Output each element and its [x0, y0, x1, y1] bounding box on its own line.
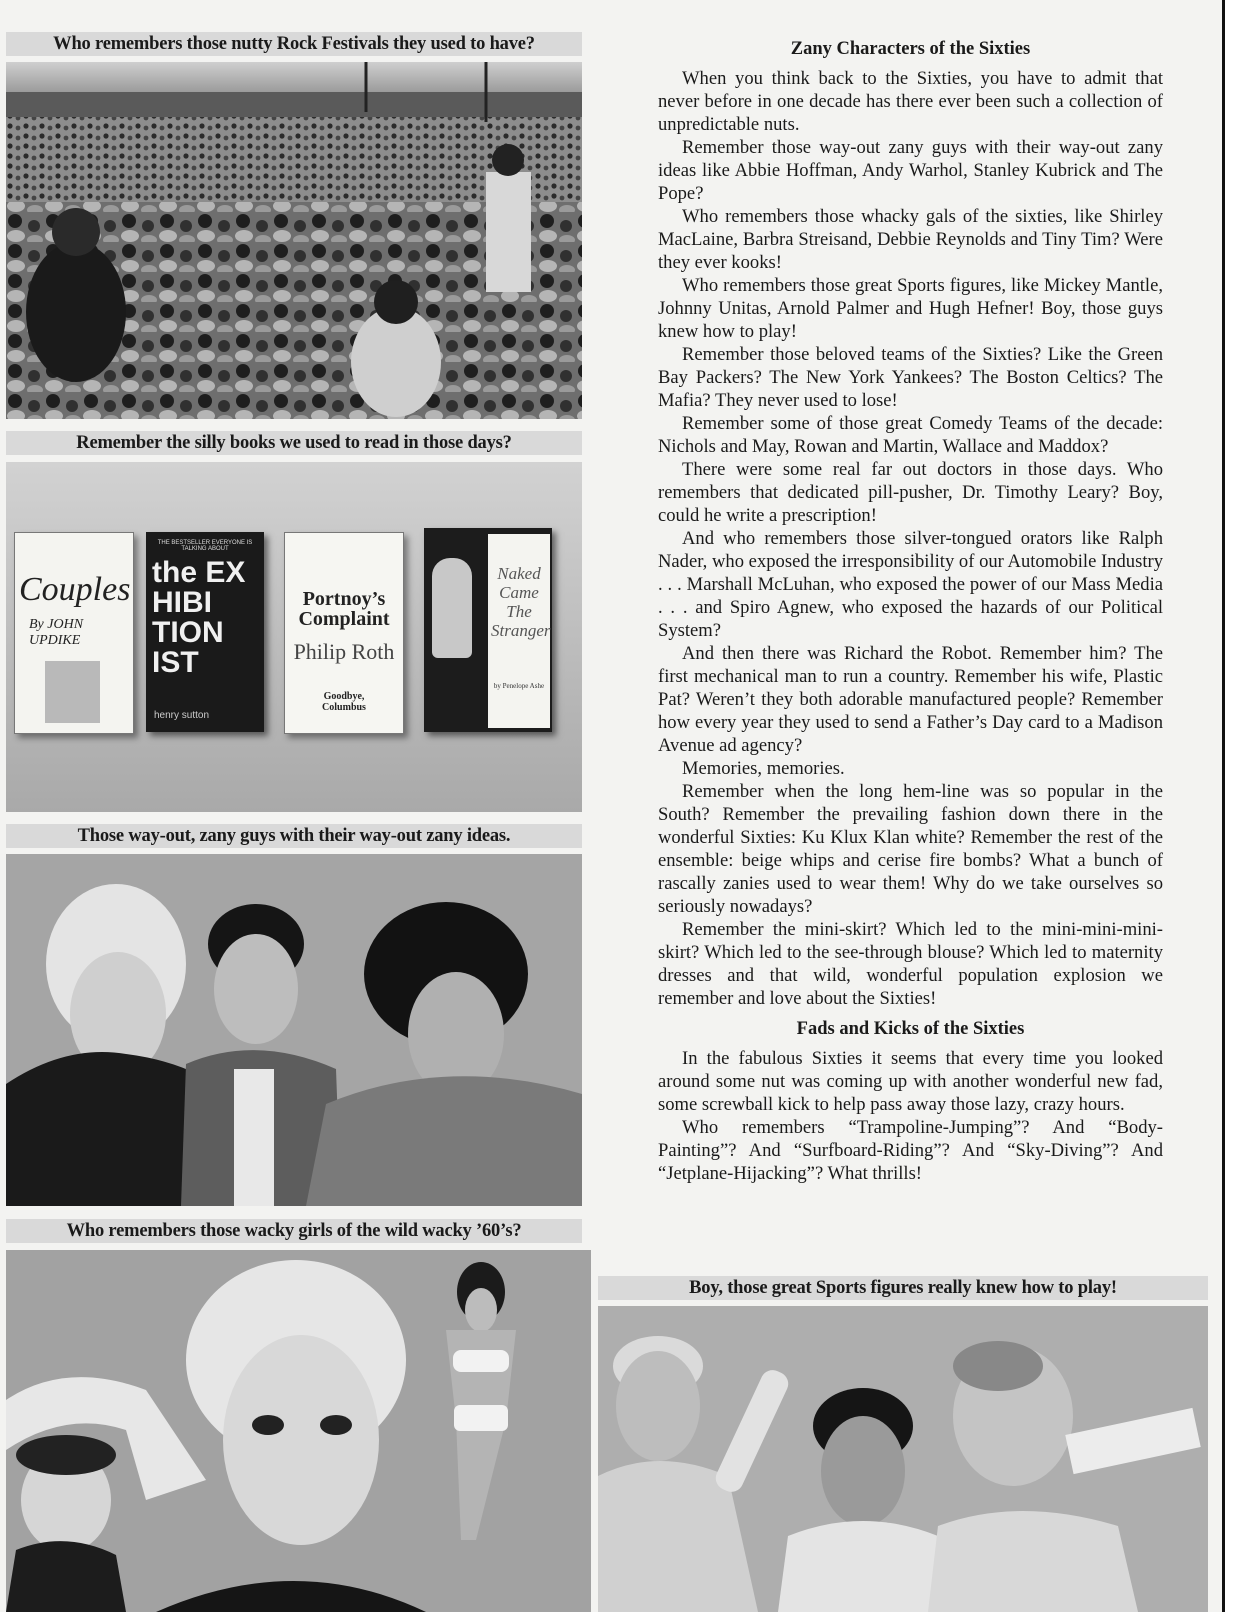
article-paragraph: Remember those way-out zany guys with their way-out zany ideas like Abbie Hoffman, Andy Warhol, Stanley Kubrick and The Pope?	[658, 137, 1163, 204]
book-couples-cover-art	[45, 661, 100, 723]
book-exhibitionist	[146, 532, 264, 732]
article-paragraph: Remember those beloved teams of the Sixties? Like the Green Bay Packers? The New York Yankees? The Boston Celtics? The Mafia? They never used to lose!	[658, 344, 1163, 411]
rock-festival-crowd-photo	[6, 62, 582, 419]
article-paragraph: Remember the mini-skirt? Which led to the mini-mini-mini-skirt? Which led to the see-through blouse? Which led to maternity dresses and that wild, wonderful population explosion we remember and love about the Sixties!	[658, 919, 1163, 1009]
caption-silly-books: Remember the silly books we used to read in those days?	[6, 431, 582, 455]
caption-rock-festivals: Who remembers those nutty Rock Festivals they used to have?	[6, 32, 582, 56]
book-naked-came-stranger	[424, 528, 552, 732]
book-exhibitionist-title: the EX HIBI TION IST	[152, 556, 246, 679]
book-portnoy-author: Philip Roth	[293, 639, 395, 664]
article-paragraph: Who remembers those whacky gals of the sixties, like Shirley MacLaine, Barbra Streisand, Debbie Reynolds and Tiny Tim? Were they ever kooks!	[658, 206, 1163, 273]
article-paragraph: In the fabulous Sixties it seems that every time you looked around some nut was coming up with another wonderful new fad, some screwball kick to help pass away those lazy, crazy hours.	[658, 1048, 1163, 1115]
caption-wacky-girls: Who remembers those wacky girls of the wild wacky ’60’s?	[6, 1219, 582, 1243]
book-stranger-cover-figure	[432, 558, 472, 658]
caption-sports-figures: Boy, those great Sports figures really knew how to play!	[598, 1276, 1208, 1300]
article-paragraph: And then there was Richard the Robot. Remember him? The first mechanical man to run a country. Remember his wife, Plastic Pat? Weren’t they both adorable manufactured people? Remember how every year they used to send a Father’s Day card to a Madison Avenue ad agency?	[658, 643, 1163, 756]
book-stranger-title: Naked Came The Stranger	[491, 564, 551, 640]
article-paragraph: Who remembers “Trampoline-Jumping”? And “Body-Painting”? And “Surfboard-Riding”? And “Sky-Diving”? And “Jetplane-Hijacking”? What thrills!	[658, 1117, 1163, 1184]
article-paragraph: Memories, memories.	[682, 758, 845, 779]
article-column	[658, 36, 1163, 1185]
book-portnoy	[284, 532, 404, 734]
article-paragraph: Remember some of those great Comedy Teams of the decade: Nichols and May, Rowan and Martin, Wallace and Maddox?	[658, 413, 1163, 457]
article-paragraph: There were some real far out doctors in those days. Who remembers that dedicated pill-pusher, Dr. Timothy Leary? Boy, could he write a prescription!	[658, 459, 1163, 526]
book-couples-title: Couples	[19, 571, 131, 608]
article-paragraph: When you think back to the Sixties, you have to admit that never before in one decade has there ever been such a collection of unpredictable nuts.	[658, 68, 1163, 135]
sports-figures-photo	[598, 1306, 1208, 1612]
article-paragraph: And who remembers those silver-tongued orators like Ralph Nader, who exposed the irresponsibility of our Automobile Industry . . . Marshall McLuhan, who exposed the power of our Mass Media . . . and Spiro Agnew, who exposed the hazards of our Political System?	[658, 528, 1163, 641]
wacky-girls-photo	[6, 1250, 591, 1612]
book-portnoy-extra: Goodbye, Columbus	[322, 691, 366, 713]
book-portnoy-title: Portnoy’s Complaint	[298, 588, 390, 630]
books-photo	[6, 462, 582, 812]
book-exhibitionist-author: henry sutton	[154, 710, 210, 721]
book-couples	[14, 532, 134, 734]
caption-zany-guys: Those way-out, zany guys with their way-out zany ideas.	[6, 824, 582, 848]
book-stranger-label-panel	[488, 534, 550, 728]
article-title: Zany Characters of the Sixties	[790, 39, 1031, 59]
article-paragraph: Who remembers those great Sports figures, like Mickey Mantle, Johnny Unitas, Arnold Palmer and Hugh Hefner! Boy, those guys knew how to play!	[658, 275, 1163, 342]
book-stranger-author: by Penelope Ashe	[493, 682, 545, 690]
zany-guys-photo	[6, 854, 582, 1206]
book-exhibitionist-banner: THE BESTSELLER EVERYONE IS TALKING ABOUT	[157, 540, 253, 552]
article-paragraph: Remember when the long hem-line was so popular in the South? Remember the prevailing fashion down there in the wonderful Sixties: Ku Klux Klan white? Remember the rest of the ensemble: beige whips and cerise fire bombs? What a bunch of rascally zanies used to wear them! Why do we take ourselves so seriously nowadays?	[658, 781, 1163, 917]
book-couples-author: By JOHN UPDIKE	[29, 617, 84, 648]
section-title-fads: Fads and Kicks of the Sixties	[796, 1019, 1025, 1039]
